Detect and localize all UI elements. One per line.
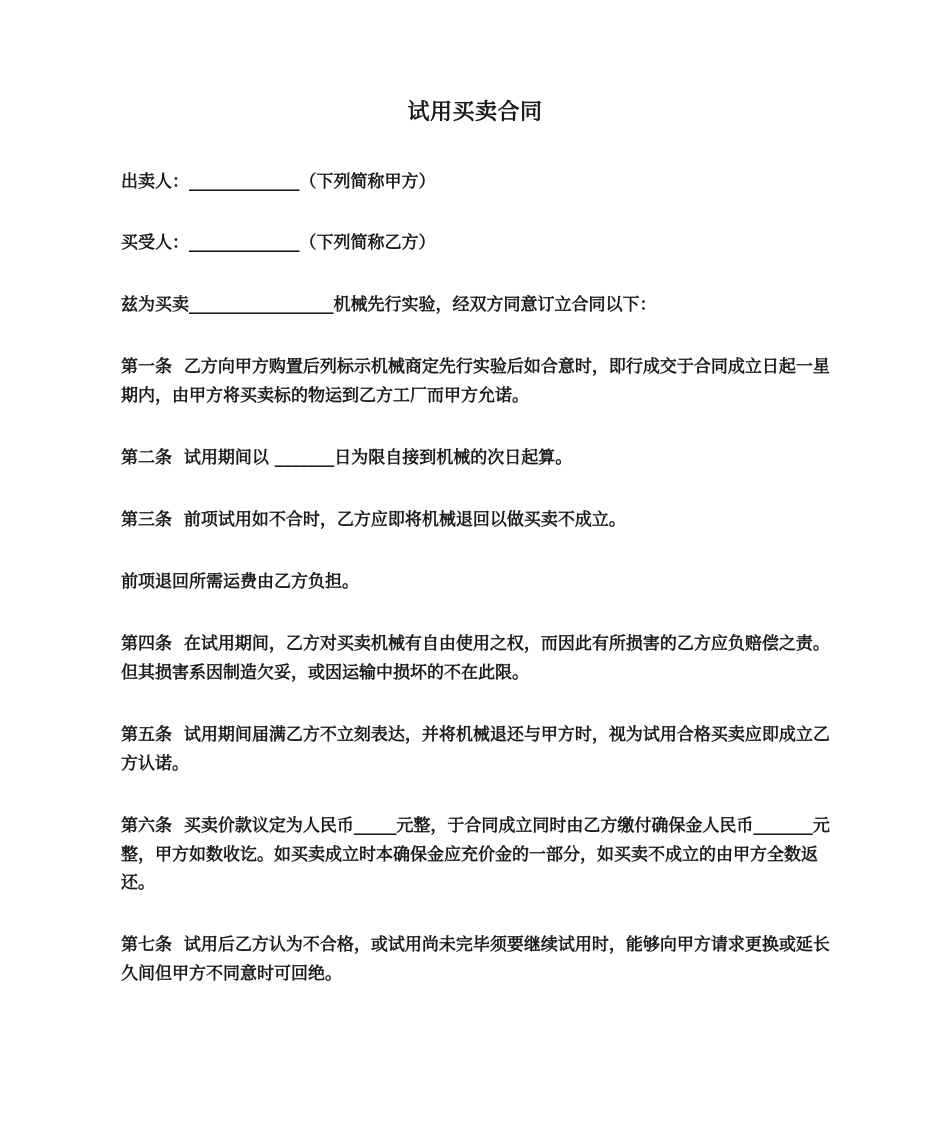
paragraph-article-3-note: 前项退回所需运费由乙方负担。 [121,572,359,592]
paragraph-article-4: 第四条 在试用期间，乙方对买卖机械有自由使用之权，而因此有所损害的乙方应负赔偿之责。但其损害系因制造欠妥，或因运输中损坏的不在此限。 [121,634,830,683]
paragraph-article-2: 第二条 试用期间以 _______日为限自接到机械的次日起算。 [121,448,573,468]
paragraph-article-1: 第一条 乙方向甲方购置后列标示机械商定先行实验后如合意时，即行成交于合同成立日起一星期内，由甲方将买卖标的物运到乙方工厂而甲方允诺。 [121,357,830,406]
paragraph-seller: 出卖人：_____________（下列简称甲方） [121,172,436,192]
document-title: 试用买卖合同 [407,100,543,125]
paragraph-preamble: 兹为买卖_________________机械先行实验，经双方同意订立合同以下： [121,295,657,315]
paragraph-article-5: 第五条 试用期间届满乙方不立刻表达，并将机械退还与甲方时，视为试用合格买卖应即成立乙方认诺。 [121,725,830,774]
paragraph-article-7: 第七条 试用后乙方认为不合格，或试用尚未完毕须要继续试用时，能够向甲方请求更换或延长久间但甲方不同意时可回绝。 [121,935,830,984]
paragraph-article-3: 第三条 前项试用如不合时，乙方应即将机械退回以做买卖不成立。 [121,510,626,530]
paragraph-article-6: 第六条 买卖价款议定为人民币_____元整，于合同成立同时由乙方缴付确保金人民币_______元整，甲方如数收讫。如买卖成立时本确保金应充价金的一部分，如买卖不成立的由甲方全数返还。 [121,816,830,893]
paragraph-buyer: 买受人：_____________（下列简称乙方） [121,233,436,253]
